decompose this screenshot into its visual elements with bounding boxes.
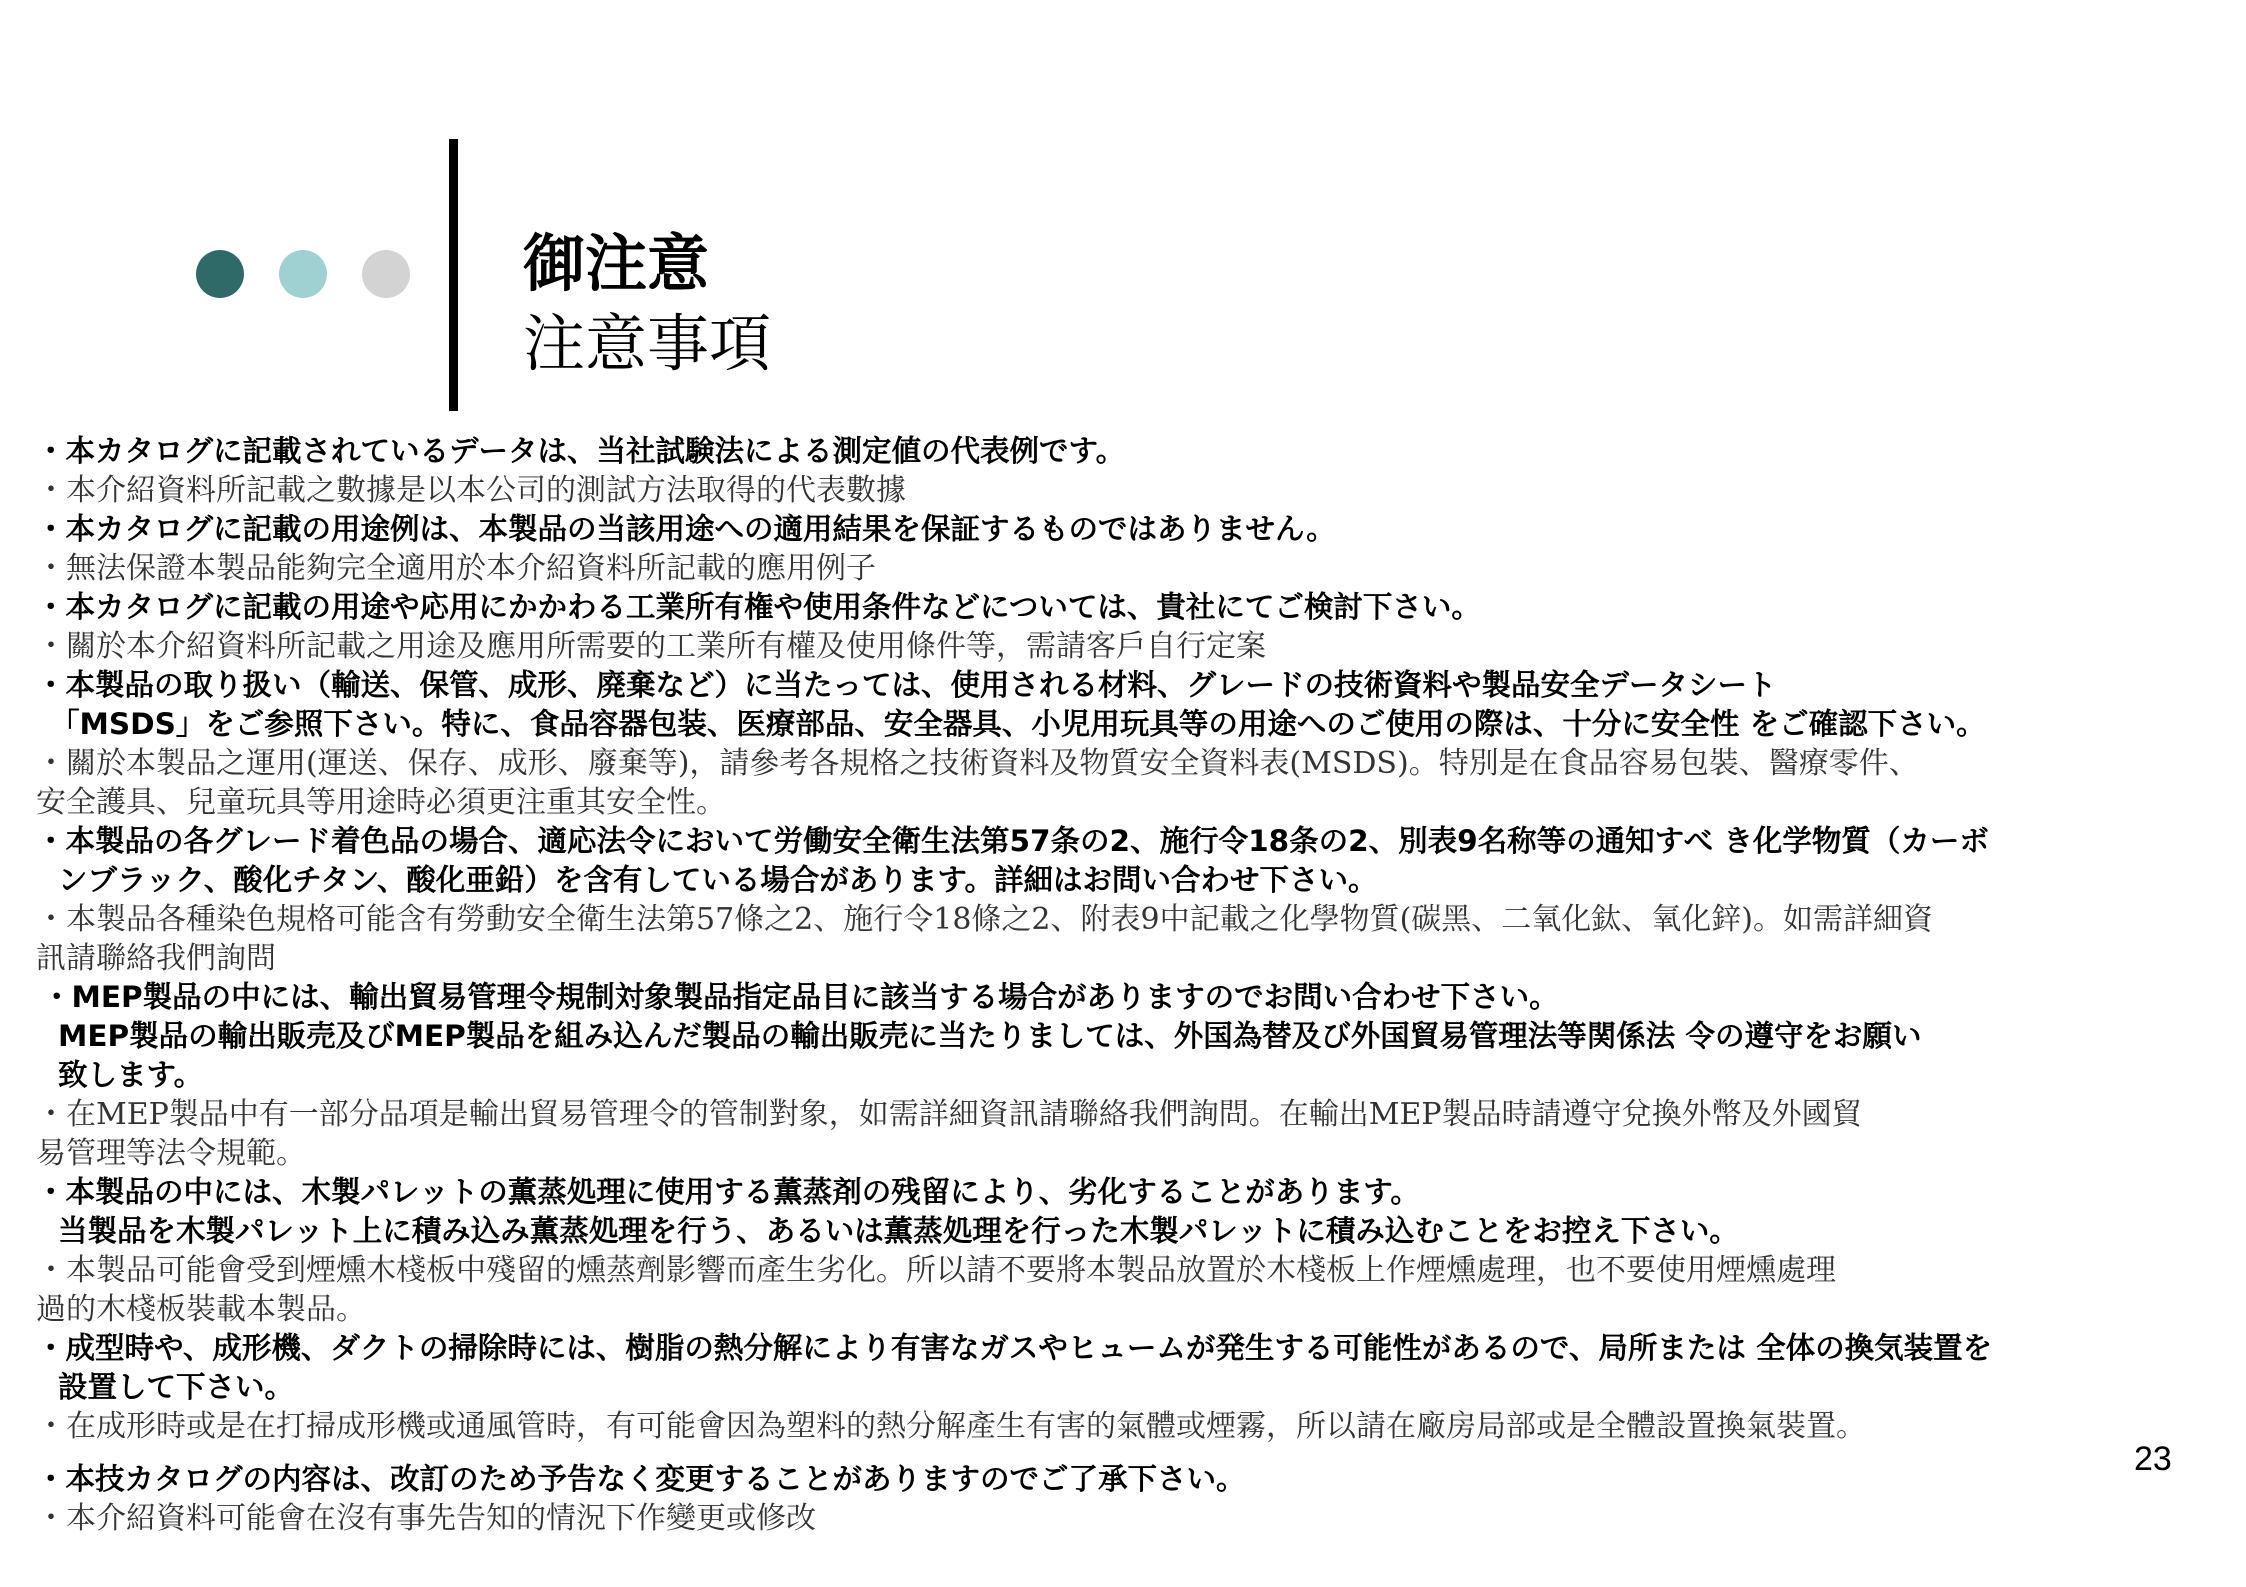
dot-light-teal <box>279 250 327 298</box>
note-line-zh: ・本介紹資料可能會在沒有事先告知的情況下作變更或修改 <box>36 1501 816 1536</box>
note-line-ja: ・MEP製品の中には、輸出貿易管理令規制対象製品指定品目に該当する場合がありますのでお問い合わせ下さい。 <box>42 980 1559 1014</box>
note-line-zh: 易管理等法令規範。 <box>36 1136 306 1171</box>
dot-gray <box>362 250 410 298</box>
note-line-ja: 当製品を木製パレット上に積み込み薫蒸処理を行う、あるいは薫蒸処理を行った木製パレットに積み込むことをお控え下さい。 <box>58 1214 1739 1248</box>
note-line-ja: 「MSDS」をご参照下さい。特に、食品容器包装、医療部品、安全器具、小児用玩具等の用途へのご使用の際は、十分に安全性 をご確認下さい。 <box>50 707 1986 741</box>
note-line-ja: ・本製品の取り扱い（輸送、保管、成形、廃棄など）に当たっては、使用される材料、グレードの技術資料や製品安全データシート <box>36 668 1777 702</box>
page-title-japanese: 御注意 <box>523 227 710 300</box>
title-divider <box>449 139 458 411</box>
note-line-ja: ・成型時や、成形機、ダクトの掃除時には、樹脂の熱分解により有害なガスやヒュームが発生する可能性があるので、局所または 全体の換気装置を <box>36 1331 1993 1365</box>
dot-dark-teal <box>196 250 244 298</box>
note-line-zh: 訊請聯絡我們詢問 <box>36 941 276 976</box>
note-line-ja: ・本カタログに記載の用途や応用にかかわる工業所有権や使用条件などについては、貴社にてご検討下さい。 <box>36 590 1481 624</box>
note-line-zh: ・關於本製品之運用(運送、保存、成形、廢棄等)，請參考各規格之技術資料及物質安全資料表(MSDS)。特別是在食品容易包裝、醫療零件、 <box>36 746 1919 781</box>
note-line-zh: 過的木棧板裝載本製品。 <box>36 1292 366 1327</box>
note-line-zh: ・在成形時或是在打掃成形機或通風管時，有可能會因為塑料的熱分解產生有害的氣體或煙霧，所以請在廠房局部或是全體設置換氣裝置。 <box>36 1409 1866 1444</box>
note-line-ja: ・本カタログに記載されているデータは、当社試験法による測定値の代表例です。 <box>36 434 1126 468</box>
decorative-dots <box>196 250 410 298</box>
note-line-zh: 安全護具、兒童玩具等用途時必須更注重其安全性。 <box>36 785 726 820</box>
note-line-ja: ・本製品の各グレード着色品の場合、適応法令において労働安全衛生法第57条の2、施行令18条の2、別表9名称等の通知すべ き化学物質（カーボ <box>36 824 1989 858</box>
note-line-zh: ・關於本介紹資料所記載之用途及應用所需要的工業所有權及使用條件等，需請客戶自行定案 <box>36 629 1266 664</box>
page-title-chinese: 注意事項 <box>523 307 772 380</box>
note-line-zh: ・本介紹資料所記載之數據是以本公司的測試方法取得的代表數據 <box>36 473 906 508</box>
note-line-zh: ・無法保證本製品能夠完全適用於本介紹資料所記載的應用例子 <box>36 551 876 586</box>
note-line-zh: ・在MEP製品中有一部分品項是輸出貿易管理令的管制對象，如需詳細資訊請聯絡我們詢問。在輸出MEP製品時請遵守兌換外幣及外國貿 <box>36 1097 1862 1132</box>
note-line-ja: MEP製品の輸出販売及びMEP製品を組み込んだ製品の輸出販売に当たりましては、外国為替及び外国貿易管理法等関係法 令の遵守をお願い <box>58 1019 1922 1053</box>
page-number: 23 <box>2134 1440 2172 1478</box>
note-line-ja: 設置して下さい。 <box>58 1370 295 1404</box>
note-line-zh: ・本製品各種染色規格可能含有勞動安全衛生法第57條之2、施行令18條之2、附表9中記載之化學物質(碳黑、二氧化鈦、氧化鋅)。如需詳細資 <box>36 902 1934 937</box>
note-line-ja: 致します。 <box>58 1058 204 1092</box>
note-line-ja: ンブラック、酸化チタン、酸化亜鉛）を含有している場合があります。詳細はお問い合わせ下さい。 <box>58 863 1378 897</box>
note-line-zh: ・本製品可能會受到煙燻木棧板中殘留的燻蒸劑影響而產生劣化。所以請不要將本製品放置於木棧板上作煙燻處理，也不要使用煙燻處理 <box>36 1253 1836 1288</box>
note-line-ja: ・本カタログに記載の用途例は、本製品の当該用途への適用結果を保証するものではありません。 <box>36 512 1336 546</box>
note-line-ja: ・本技カタログの内容は、改訂のため予告なく変更することがありますのでご了承下さい。 <box>36 1462 1246 1496</box>
note-line-ja: ・本製品の中には、木製パレットの薫蒸処理に使用する薫蒸剤の残留により、劣化することがあります。 <box>36 1175 1420 1209</box>
